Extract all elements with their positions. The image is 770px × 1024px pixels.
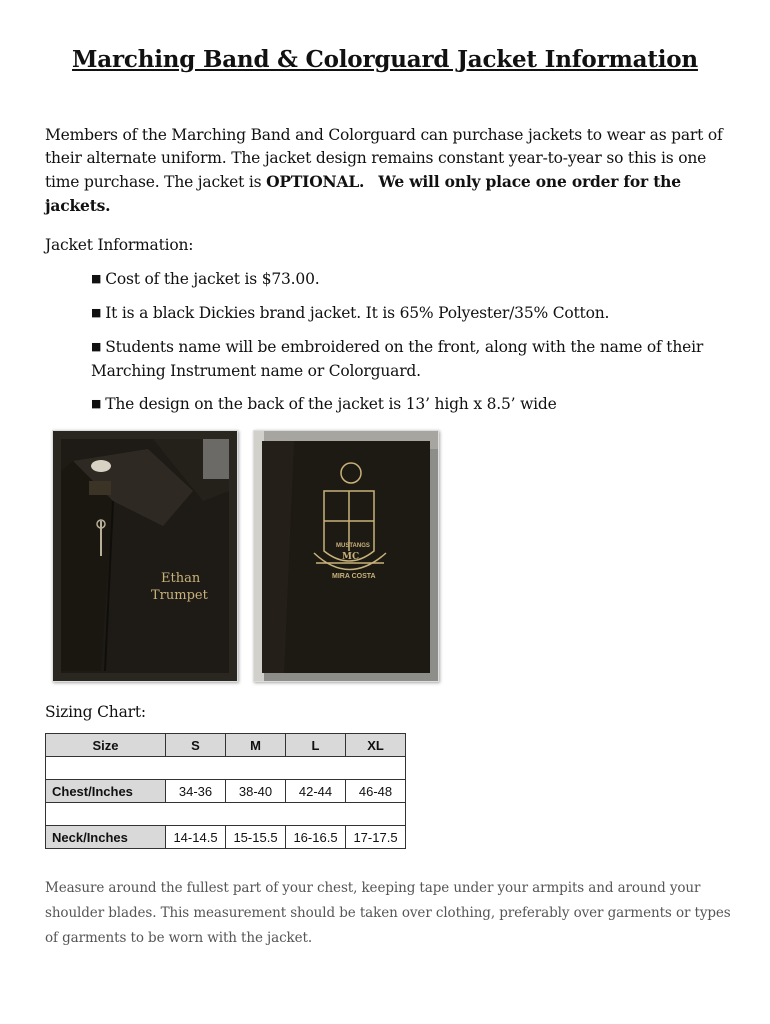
table-cell: 38-40 xyxy=(226,780,286,803)
list-item: ■ It is a black Dickies brand jacket. It is 65% Polyester/35% Cotton. xyxy=(91,302,711,326)
embroidery-name: Ethan xyxy=(161,571,201,586)
jacket-front-photo xyxy=(52,430,238,682)
intro-paragraph xyxy=(45,124,735,218)
bullet-square-icon: ■ xyxy=(91,272,102,285)
table-cell: 16-16.5 xyxy=(286,826,346,849)
bullet-square-icon: ■ xyxy=(91,340,102,353)
embroidery-instrument: Trumpet xyxy=(151,588,208,603)
table-cell: 15-15.5 xyxy=(226,826,286,849)
jacket-info-label: Jacket Information: xyxy=(45,236,194,254)
jacket-info-list xyxy=(91,268,711,427)
crest-initials: MC xyxy=(342,552,360,562)
row-label: Chest/Inches xyxy=(46,780,166,803)
list-item: ■ Students name will be embroidered on the front, along with the name of their Marching Instrument name or Colorguard. xyxy=(91,336,711,383)
page-title: Marching Band & Colorguard Jacket Information xyxy=(72,46,698,73)
table-header-cell: L xyxy=(286,734,346,757)
list-item: ■ Cost of the jacket is $73.00. xyxy=(91,268,711,292)
list-item: ■ The design on the back of the jacket is 13’ high x 8.5’ wide xyxy=(91,393,711,417)
measurement-note: Measure around the fullest part of your chest, keeping tape under your armpits and around your shoulder blades. This measurement should be taken over clothing, preferably over garments or types of garments to be worn with the jacket. xyxy=(45,880,731,946)
jacket-back-photo xyxy=(253,430,439,682)
crest-mustangs: MUSTANGS xyxy=(336,543,370,549)
table-spacer-row xyxy=(46,803,406,826)
crest-banner: MIRA COSTA xyxy=(332,573,376,580)
table-cell: 34-36 xyxy=(166,780,226,803)
table-row xyxy=(46,780,406,803)
table-cell: 17-17.5 xyxy=(346,826,406,849)
order-note: We will only place one order for the jackets. xyxy=(45,172,681,215)
sizing-chart-label: Sizing Chart: xyxy=(45,703,146,721)
table-header-cell: Size xyxy=(46,734,166,757)
row-label: Neck/Inches xyxy=(46,826,166,849)
table-row xyxy=(46,826,406,849)
table-cell: 14-14.5 xyxy=(166,826,226,849)
table-header-cell: XL xyxy=(346,734,406,757)
bullet-square-icon: ■ xyxy=(91,397,102,410)
table-header-cell: S xyxy=(166,734,226,757)
table-cell: 42-44 xyxy=(286,780,346,803)
bullet-square-icon: ■ xyxy=(91,306,102,319)
optional-note: OPTIONAL. xyxy=(266,172,365,191)
sizing-table xyxy=(45,733,406,849)
table-spacer-row xyxy=(46,757,406,780)
table-cell: 46-48 xyxy=(346,780,406,803)
intro-text: Members of the Marching Band and Colorguard can purchase jackets to wear as part of their alternate uniform. The jacket design remains constant year-to-year so this is one time purchase. The jacket is xyxy=(45,126,723,191)
table-header-cell: M xyxy=(226,734,286,757)
table-header-row xyxy=(46,734,406,757)
